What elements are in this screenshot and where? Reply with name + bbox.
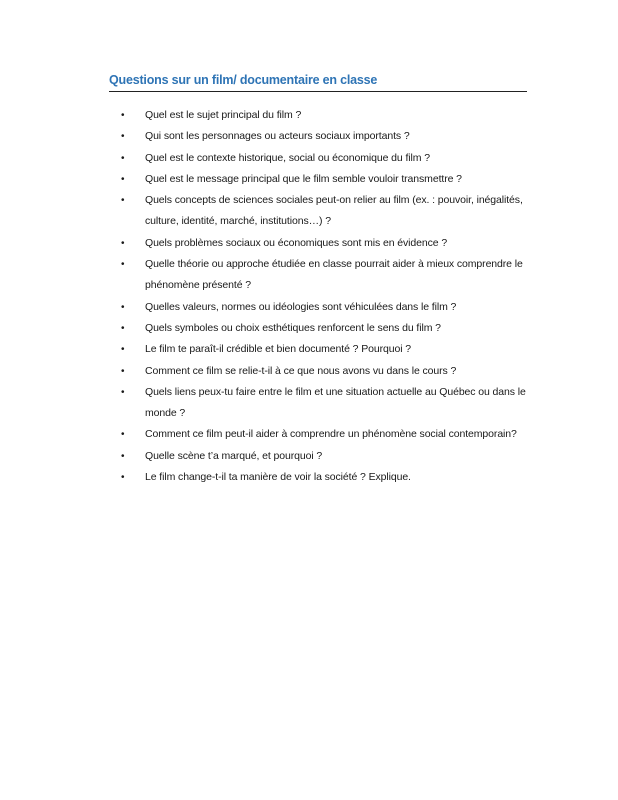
question-list bbox=[109, 105, 527, 488]
question-item-6 bbox=[109, 233, 527, 254]
question-text: Quel est le contexte historique, social ou économique du film ? bbox=[145, 151, 430, 164]
bullet-icon: • bbox=[121, 131, 125, 143]
bullet-icon: • bbox=[121, 195, 125, 207]
bullet-icon: • bbox=[121, 450, 125, 462]
question-item-7 bbox=[109, 254, 527, 297]
bullet-icon: • bbox=[121, 344, 125, 356]
question-item-3 bbox=[109, 148, 527, 169]
document-title: Questions sur un film/ documentaire en classe bbox=[109, 73, 527, 92]
question-item-2 bbox=[109, 126, 527, 147]
bullet-icon: • bbox=[121, 365, 125, 377]
question-item-8 bbox=[109, 297, 527, 318]
bullet-icon: • bbox=[121, 173, 125, 185]
question-item-12 bbox=[109, 382, 527, 425]
question-text: Quelle théorie ou approche étudiée en classe pourrait aider à mieux comprendre le phénomène présenté ? bbox=[145, 258, 523, 292]
question-text: Quels problèmes sociaux ou économiques sont mis en évidence ? bbox=[145, 236, 448, 249]
question-text: Quelles valeurs, normes ou idéologies sont véhiculées dans le film ? bbox=[145, 300, 457, 313]
bullet-icon: • bbox=[121, 152, 125, 164]
bullet-icon: • bbox=[121, 301, 125, 313]
question-item-15 bbox=[109, 467, 527, 488]
question-item-10 bbox=[109, 339, 527, 360]
question-text: Le film change-t-il ta manière de voir la société ? Explique. bbox=[145, 471, 411, 484]
question-text: Quel est le message principal que le film semble vouloir transmettre ? bbox=[145, 172, 462, 185]
question-item-5 bbox=[109, 190, 527, 233]
bullet-icon: • bbox=[121, 110, 125, 121]
question-item-11 bbox=[109, 361, 527, 382]
bullet-icon: • bbox=[121, 429, 125, 441]
question-text: Quel est le sujet principal du film ? bbox=[145, 109, 302, 121]
question-item-14 bbox=[109, 446, 527, 467]
bullet-icon: • bbox=[121, 472, 125, 484]
question-text: Qui sont les personnages ou acteurs sociaux importants ? bbox=[145, 130, 410, 143]
question-text: Le film te paraît-il crédible et bien documenté ? Pourquoi ? bbox=[145, 343, 411, 356]
question-text: Comment ce film se relie-t-il à ce que nous avons vu dans le cours ? bbox=[145, 364, 457, 377]
question-item-13 bbox=[109, 424, 527, 445]
question-item-1 bbox=[109, 105, 527, 126]
bullet-icon: • bbox=[121, 386, 125, 398]
question-text: Quels liens peux-tu faire entre le film et une situation actuelle au Québec ou dans le monde ? bbox=[145, 385, 526, 420]
question-text: Quels symboles ou choix esthétiques renforcent le sens du film ? bbox=[145, 321, 441, 334]
question-text: Quels concepts de sciences sociales peut-on relier au film (ex. : pouvoir, inégalités, culture, identité, marché, institutions…) ? bbox=[145, 194, 523, 228]
bullet-icon: • bbox=[121, 237, 125, 249]
question-text: Comment ce film peut-il aider à comprendre un phénomène social contemporain? bbox=[145, 428, 517, 441]
question-item-9 bbox=[109, 318, 527, 339]
question-text: Quelle scène t’a marqué, et pourquoi ? bbox=[145, 449, 323, 462]
bullet-icon: • bbox=[121, 259, 125, 271]
bullet-icon: • bbox=[121, 322, 125, 334]
question-item-4 bbox=[109, 169, 527, 190]
